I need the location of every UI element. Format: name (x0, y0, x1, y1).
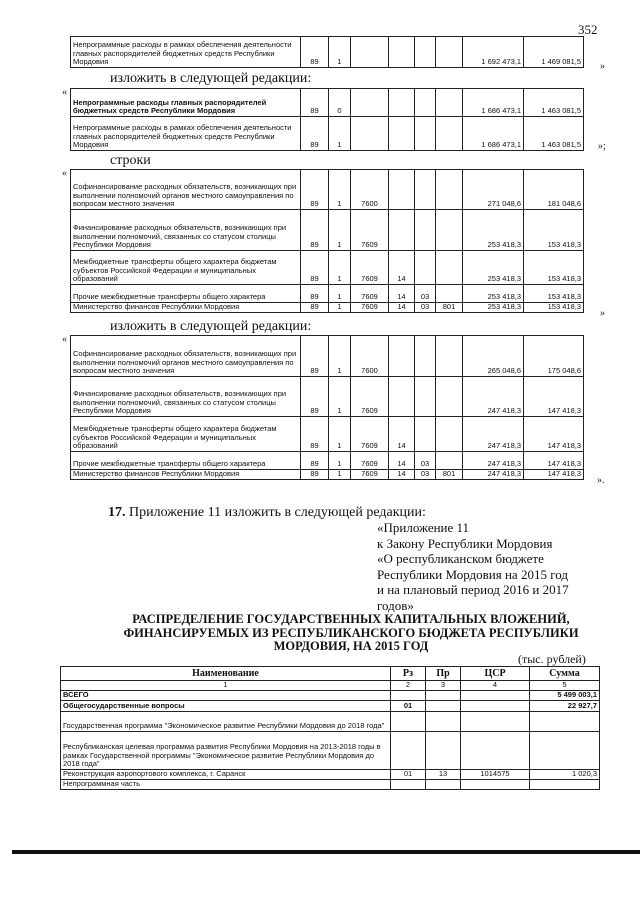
table-cell: 153 418,3 (524, 303, 584, 313)
table-cell: Государственная программа "Экономическое развитие Республики Мордовия до 2018 года" (61, 712, 391, 732)
item-text: Приложение 11 изложить в следующей редакции: (129, 505, 426, 520)
table-cell (436, 89, 463, 117)
table-row (71, 336, 584, 377)
table-cell: 7609 (351, 251, 389, 285)
table-cell: 153 418,3 (524, 285, 584, 303)
table-cell (389, 336, 415, 377)
budget-table-block-2 (70, 88, 584, 151)
table-cell (436, 210, 463, 251)
table-cell: 7600 (351, 336, 389, 377)
table-cell: 4 (461, 681, 530, 691)
table-cell: 89 (301, 452, 329, 470)
phrase-rows: строки (110, 153, 151, 168)
table-cell: 5 (530, 681, 600, 691)
table-cell (391, 691, 426, 701)
table-cell (436, 170, 463, 210)
table-cell: Прочие межбюджетные трансферты общего характера (71, 285, 301, 303)
table-cell (461, 691, 530, 701)
table-cell (530, 732, 600, 770)
table-cell: 7609 (351, 285, 389, 303)
table-cell: 1 686 473,1 (463, 89, 524, 117)
table-cell (461, 712, 530, 732)
phrase-amend-1: изложить в следующей редакции: (110, 71, 312, 86)
table-cell: ЦСР (461, 667, 530, 681)
table-row (71, 285, 584, 303)
table-row (71, 303, 584, 313)
table-cell (436, 336, 463, 377)
appendix-line: к Закону Республики Мордовия (377, 535, 553, 551)
title-line: МОРДОВИЯ, НА 2015 ГОД (273, 639, 429, 653)
opening-quote-4: « (62, 334, 67, 345)
table-cell: 89 (301, 37, 329, 68)
table-cell (426, 701, 461, 712)
table-cell: Наименование (61, 667, 391, 681)
table-cell: 1 (329, 210, 351, 251)
item-17-heading (108, 505, 426, 521)
closing-quote-3: » (600, 308, 605, 319)
table-cell: 147 418,3 (524, 377, 584, 417)
table-cell: 1 (329, 470, 351, 480)
table-cell (389, 170, 415, 210)
appendix-line: «Приложение 11 (377, 520, 470, 535)
table-row (71, 117, 584, 151)
table-cell (426, 780, 461, 790)
table-cell (389, 210, 415, 251)
table-row (71, 210, 584, 251)
table-cell (389, 377, 415, 417)
table-cell: 01 (391, 770, 426, 780)
table-cell: 7609 (351, 303, 389, 313)
budget-table-block-1 (70, 36, 584, 68)
table-cell (461, 780, 530, 790)
table-row (71, 470, 584, 480)
table-cell: Межбюджетные трансферты общего характера бюджетам субъектов Российской Федерации и муниципальных образований (71, 251, 301, 285)
table-cell: 7609 (351, 470, 389, 480)
appendix-line: годов» (377, 597, 414, 613)
table-row (71, 452, 584, 470)
table-cell: 22 927,7 (530, 701, 600, 712)
table-cell: 1 (329, 452, 351, 470)
table-cell: Общегосударственные вопросы (61, 701, 391, 712)
table-cell: 1 (329, 336, 351, 377)
table-cell: 89 (301, 251, 329, 285)
table-cell (436, 285, 463, 303)
budget-table-block-3 (70, 169, 584, 313)
table-cell: 1 (329, 170, 351, 210)
table-cell (530, 712, 600, 732)
table-cell: Непрограммные расходы в рамках обеспечения деятельности главных распорядителей бюджетных средств Республики Мордовия (71, 37, 301, 68)
table-cell: 7609 (351, 417, 389, 452)
table-cell: Софинансирование расходных обязательств, возникающих при выполнении полномочий органов местного самоуправления по вопросам местного значения (71, 170, 301, 210)
table-cell: 7609 (351, 452, 389, 470)
table-cell: 1 (329, 37, 351, 68)
table-row (71, 170, 584, 210)
table-cell (415, 417, 436, 452)
table-row (71, 417, 584, 452)
table-row (61, 712, 600, 732)
table-cell: 1 463 081,5 (524, 117, 584, 151)
table-cell (426, 732, 461, 770)
table-cell: Непрограммные расходы в рамках обеспечения деятельности главных распорядителей бюджетных средств Республики Мордовия (71, 117, 301, 151)
table-cell: 03 (415, 452, 436, 470)
table-cell: Министерство финансов Республики Мордовия (71, 470, 301, 480)
phrase-amend-2: изложить в следующей редакции: (110, 319, 312, 334)
table-cell (351, 89, 389, 117)
table-row (71, 37, 584, 68)
table-cell (461, 732, 530, 770)
table-cell (426, 712, 461, 732)
table-cell (415, 210, 436, 251)
table-cell: 89 (301, 89, 329, 117)
appendix-line: Республики Мордовия на 2015 год (377, 566, 568, 582)
table-cell (436, 37, 463, 68)
table-cell: 1 (61, 681, 391, 691)
table-cell: 801 (436, 303, 463, 313)
table-cell: Софинансирование расходных обязательств, возникающих при выполнении полномочий органов местного самоуправления по вопросам местного значения (71, 336, 301, 377)
table-cell: 153 418,3 (524, 210, 584, 251)
table-cell: Прочие межбюджетные трансферты общего характера (71, 452, 301, 470)
table-row (71, 89, 584, 117)
table-cell (391, 732, 426, 770)
appendix-header (377, 520, 569, 613)
table-cell: 1 (329, 377, 351, 417)
table-cell: 253 418,3 (463, 251, 524, 285)
table-row (61, 770, 600, 780)
table-cell: 89 (301, 170, 329, 210)
table-cell: 1 (329, 303, 351, 313)
table-cell: 175 048,6 (524, 336, 584, 377)
table-cell: 271 048,6 (463, 170, 524, 210)
table-cell: 14 (389, 452, 415, 470)
table-cell: Сумма (530, 667, 600, 681)
table-cell: 265 048,6 (463, 336, 524, 377)
table-cell (351, 117, 389, 151)
table-cell (415, 170, 436, 210)
table-cell: Реконструкция аэропортового комплекса, г. Саранск (61, 770, 391, 780)
table-cell: 03 (415, 285, 436, 303)
table-cell: 253 418,3 (463, 303, 524, 313)
table-cell (461, 701, 530, 712)
units-label: (тыс. рублей) (518, 652, 586, 666)
table-cell: 1 686 473,1 (463, 117, 524, 151)
table-cell: 247 418,3 (463, 470, 524, 480)
table-cell: 153 418,3 (524, 251, 584, 285)
table-cell: Межбюджетные трансферты общего характера бюджетам субъектов Российской Федерации и муниципальных образований (71, 417, 301, 452)
opening-quote-2: « (62, 87, 67, 98)
table-cell (415, 377, 436, 417)
table-row (61, 780, 600, 790)
table-cell: 03 (415, 303, 436, 313)
table-cell: 1 (329, 251, 351, 285)
table-cell (436, 417, 463, 452)
table-cell: 1 (329, 417, 351, 452)
table-row (71, 251, 584, 285)
table-cell (436, 251, 463, 285)
table-cell: 89 (301, 377, 329, 417)
table-cell: 14 (389, 251, 415, 285)
table-cell (391, 712, 426, 732)
table-cell (389, 37, 415, 68)
table-cell: 7600 (351, 170, 389, 210)
table-cell: Финансирование расходных обязательств, возникающих при выполнении полномочий, связанных со статусом столицы Республики Мордовия (71, 377, 301, 417)
table-cell (436, 452, 463, 470)
table-cell (389, 117, 415, 151)
table-cell: 7609 (351, 377, 389, 417)
table-cell: 3 (426, 681, 461, 691)
table-cell: 1 692 473,1 (463, 37, 524, 68)
table-cell (436, 377, 463, 417)
table-cell: 89 (301, 303, 329, 313)
bottom-rule (12, 850, 640, 854)
table-cell: 147 418,3 (524, 452, 584, 470)
table-cell: 0 (329, 89, 351, 117)
table-cell (530, 780, 600, 790)
title-line: ФИНАНСИРУЕМЫХ ИЗ РЕСПУБЛИКАНСКОГО БЮДЖЕТА РЕСПУБЛИКИ (123, 625, 579, 640)
table-cell: 14 (389, 303, 415, 313)
table-cell: ВСЕГО (61, 691, 391, 701)
table-colnum-row (61, 681, 600, 691)
table-cell: Министерство финансов Республики Мордовия (71, 303, 301, 313)
appendix-line: «О республиканском бюджете (377, 551, 544, 566)
table-cell: 1 020,3 (530, 770, 600, 780)
table-cell: 14 (389, 417, 415, 452)
table-cell (389, 89, 415, 117)
table-cell: 5 499 003,1 (530, 691, 600, 701)
table-cell: Рз (391, 667, 426, 681)
title-line: РАСПРЕДЕЛЕНИЕ ГОСУДАРСТВЕННЫХ КАПИТАЛЬНЫХ ВЛОЖЕНИЙ, (132, 612, 570, 626)
table-cell: 89 (301, 470, 329, 480)
table-cell: 801 (436, 470, 463, 480)
table-cell: 247 418,3 (463, 377, 524, 417)
table-cell: 147 418,3 (524, 417, 584, 452)
table-cell: Непрограммная часть (61, 780, 391, 790)
page-number: 352 (578, 22, 598, 37)
table-cell (415, 251, 436, 285)
table-cell (436, 117, 463, 151)
closing-quote-1: » (600, 61, 605, 72)
table-cell: 181 048,6 (524, 170, 584, 210)
table-cell: 147 418,3 (524, 470, 584, 480)
table-cell (351, 37, 389, 68)
table-cell: 14 (389, 285, 415, 303)
table-cell: 89 (301, 285, 329, 303)
item-number: 17. (108, 505, 126, 520)
table-cell: 1 463 081,5 (524, 89, 584, 117)
budget-table-block-4 (70, 335, 584, 480)
table-cell: 1 469 081,5 (524, 37, 584, 68)
table-cell (391, 780, 426, 790)
table-cell: 1 (329, 117, 351, 151)
table-cell: 1014575 (461, 770, 530, 780)
table-cell: Финансирование расходных обязательств, возникающих при выполнении полномочий, связанных со статусом столицы Республики Мордовия (71, 210, 301, 251)
table-cell (426, 691, 461, 701)
capital-investments-table (60, 666, 600, 790)
table-cell: Республиканская целевая программа развития Республики Мордовия на 2013-2018 годы в рамках Государственной программы "Экономическое развитие Республики Мордовия до 2018 года" (61, 732, 391, 770)
table-cell: 247 418,3 (463, 452, 524, 470)
table-row (61, 691, 600, 701)
table-cell: 01 (391, 701, 426, 712)
table-cell: 89 (301, 336, 329, 377)
table-cell: Пр (426, 667, 461, 681)
appendix-line: и на плановый период 2016 и 2017 (377, 582, 569, 597)
table-cell (415, 37, 436, 68)
table-cell: Непрограммные расходы главных распорядителей бюджетных средств Республики Мордовия (71, 89, 301, 117)
table-header-row (61, 667, 600, 681)
closing-quote-2: »; (598, 141, 606, 152)
table-cell: 14 (389, 470, 415, 480)
table-cell: 89 (301, 210, 329, 251)
table-cell: 247 418,3 (463, 417, 524, 452)
table-cell (415, 117, 436, 151)
table-row (71, 377, 584, 417)
closing-quote-4: ». (597, 475, 605, 486)
opening-quote-3: « (62, 168, 67, 179)
document-title (60, 613, 640, 654)
table-row (61, 701, 600, 712)
table-row (61, 732, 600, 770)
table-cell: 1 (329, 285, 351, 303)
table-cell: 89 (301, 117, 329, 151)
table-cell: 89 (301, 417, 329, 452)
table-cell: 13 (426, 770, 461, 780)
table-cell: 7609 (351, 210, 389, 251)
table-cell: 03 (415, 470, 436, 480)
table-cell: 253 418,3 (463, 210, 524, 251)
table-cell: 2 (391, 681, 426, 691)
table-cell (415, 89, 436, 117)
table-cell: 253 418,3 (463, 285, 524, 303)
table-cell (415, 336, 436, 377)
